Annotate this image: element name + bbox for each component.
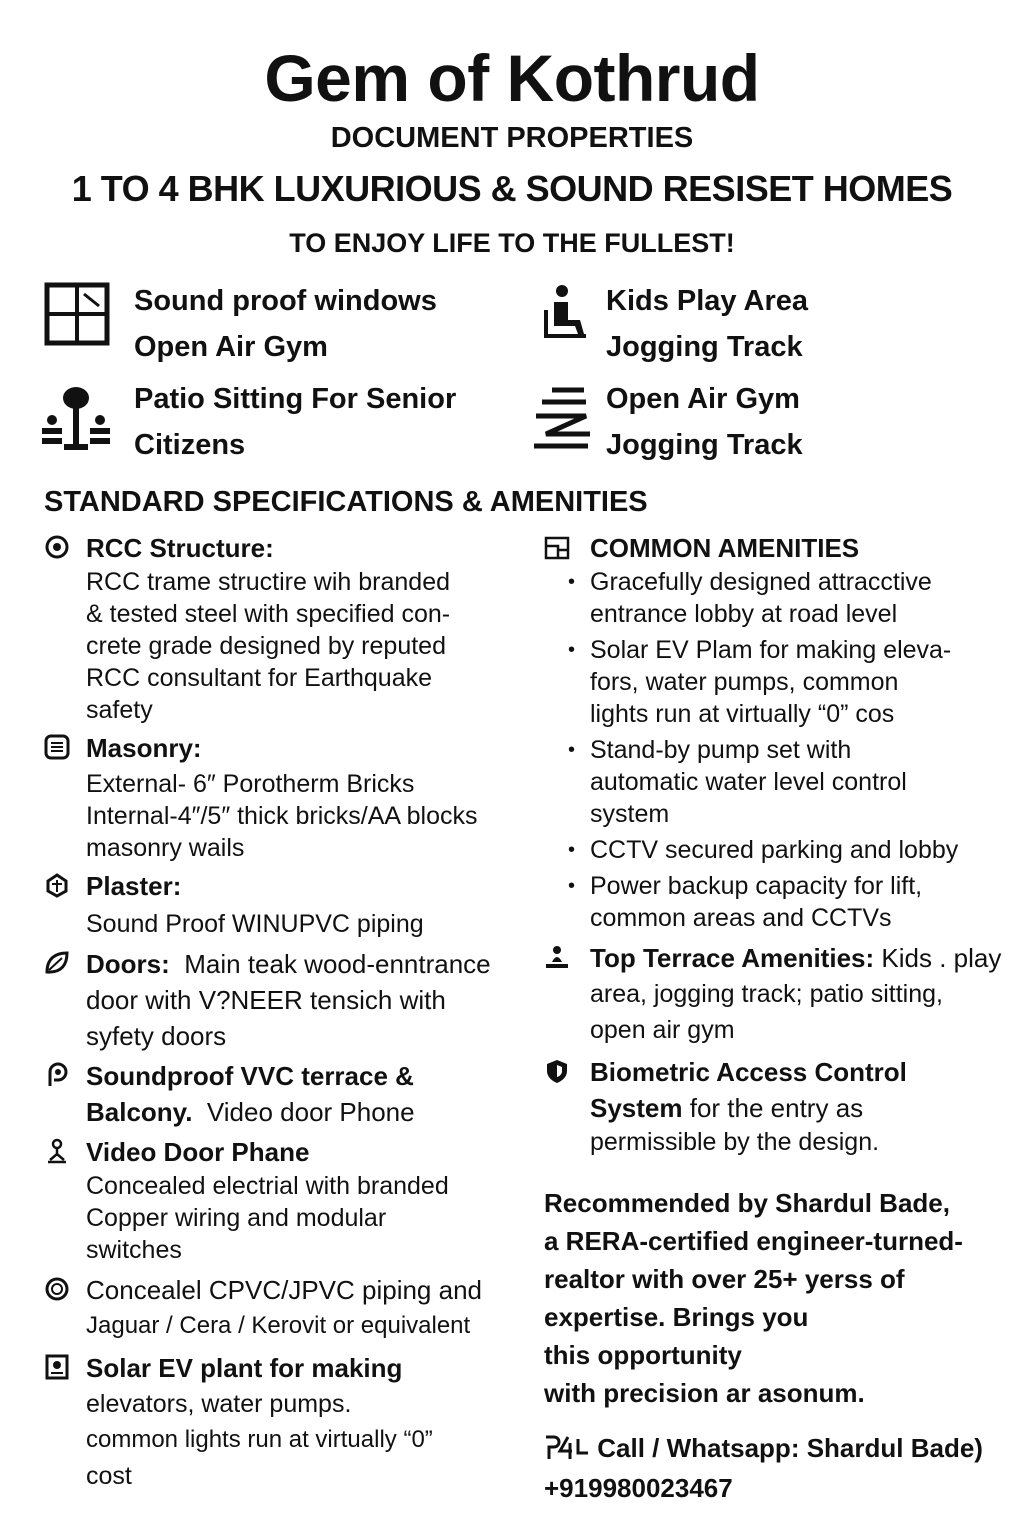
spec-heading: Soundproof VVC terrace & <box>86 1061 414 1091</box>
spec-line: Concealel CPVC/JPVC piping and <box>86 1275 482 1305</box>
recommendation-block <box>544 1184 1004 1412</box>
window-icon <box>44 282 110 346</box>
feature-line: Jogging Track <box>606 429 803 461</box>
recommendation-line: with precision ar asonum. <box>544 1378 865 1408</box>
biometric-line: permissible by the design. <box>590 1128 880 1156</box>
spec-line: masonry wails <box>86 834 245 862</box>
shield-icon <box>544 1058 570 1084</box>
terrace-amenities <box>544 940 1014 1048</box>
structure-icon <box>44 534 70 560</box>
spec-line: crete grade designed by reputed <box>86 632 446 660</box>
biometric-heading-extra: for the entry as <box>689 1093 864 1123</box>
common-amenities <box>544 530 1014 934</box>
feature-line: Sound proof windows <box>134 285 437 317</box>
spec-line: common lights run at virtually “0” <box>86 1426 433 1453</box>
list-item <box>590 734 1014 830</box>
spec-line: & tested steel with specified con- <box>86 600 451 628</box>
homes-tagline: 1 TO 4 BHK LUXURIOUS & SOUND RESISET HOMES <box>71 168 953 209</box>
life-tagline: TO ENJOY LIFE TO THE FULLEST! <box>289 228 735 258</box>
spec-heading: Solar EV plant for making <box>86 1353 403 1383</box>
spec-masonry <box>44 730 524 864</box>
terrace-heading: Top Terrace Amenities: <box>590 943 875 973</box>
bullet-line: • Gracefully designed attracctive <box>590 568 932 596</box>
patio-seating-icon <box>40 386 112 454</box>
pipe-icon <box>44 1276 70 1302</box>
phone-icon <box>544 1435 590 1461</box>
biometric-access <box>544 1054 1014 1158</box>
bullet-line: system <box>590 800 670 828</box>
feature-line: Open Air Gym <box>606 383 800 415</box>
spec-heading: Masonry: <box>86 733 202 763</box>
leaf-icon <box>44 950 70 976</box>
spec-line: Jaguar / Cera / Kerovit or equivalent <box>86 1312 471 1339</box>
spec-video-door <box>44 1134 524 1266</box>
building-icon <box>544 534 570 560</box>
recommendation-line: Recommended by Shardul Bade, <box>544 1188 950 1218</box>
feature-windows <box>134 278 437 370</box>
feature-line: Citizens <box>134 429 246 461</box>
bullet-line: • Power backup capacity for lift, <box>590 872 923 900</box>
feature-patio <box>134 376 456 468</box>
spec-line: syfety doors <box>86 1021 227 1051</box>
bricks-icon <box>44 734 70 760</box>
list-item <box>590 634 1014 730</box>
biometric-heading: Biometric Access Control <box>590 1057 907 1087</box>
list-item <box>590 566 1014 630</box>
spec-piping <box>44 1272 524 1344</box>
plaster-icon <box>44 872 70 898</box>
person-icon <box>44 1138 70 1164</box>
recommendation-line: expertise. Brings you <box>544 1302 809 1332</box>
left-specifications <box>44 530 524 1494</box>
feature-gym-track <box>606 376 803 468</box>
spec-heading-extra: Main teak wood-enntrance <box>184 949 491 979</box>
contact-block <box>544 1428 983 1508</box>
terrace-icon <box>44 1062 70 1088</box>
page-title: Gem of Kothrud <box>264 41 760 115</box>
bullet-line: • Stand-by pump set with <box>590 736 852 764</box>
spec-plaster <box>44 868 524 940</box>
biometric-heading-2: System <box>590 1093 683 1123</box>
spec-doors <box>44 946 524 1054</box>
list-item <box>590 870 1014 934</box>
bullet-line: entrance lobby at road level <box>590 600 898 628</box>
spec-line: elevators, water pumps. <box>86 1390 352 1418</box>
feature-kids-play <box>606 278 808 370</box>
contact-label: Call / Whatsapp: Shardul Bade) <box>597 1433 983 1463</box>
kids-play-icon <box>540 284 590 344</box>
spec-heading: Doors: <box>86 949 170 979</box>
spec-line: Concealed electrial with branded <box>86 1172 449 1200</box>
terrace-heading-extra: Kids . play <box>881 943 1002 973</box>
spec-solar <box>44 1350 524 1494</box>
spec-line: cost <box>86 1462 132 1490</box>
bullet-line: • CCTV secured parking and lobby <box>590 836 959 864</box>
running-track-icon <box>532 384 592 454</box>
list-item <box>590 834 1014 866</box>
recommendation-line: this opportunity <box>544 1340 742 1370</box>
spec-heading: RCC Structure: <box>86 533 274 563</box>
recommendation-line: realtor with over 25+ yerss of <box>544 1264 905 1294</box>
terrace-person-icon <box>544 944 570 970</box>
spec-heading: Video Door Phane <box>86 1137 310 1167</box>
contact-phone[interactable]: +919980023467 <box>544 1473 733 1503</box>
feature-line: Kids Play Area <box>606 285 809 317</box>
spec-line: External- 6″ Porotherm Bricks <box>86 770 415 798</box>
spec-heading-extra: Video door Phone <box>206 1097 415 1127</box>
feature-line: Open Air Gym <box>134 331 328 363</box>
bullet-line: • Solar EV Plam for making eleva- <box>590 636 952 664</box>
terrace-line: open air gym <box>590 1016 735 1044</box>
bullet-line: common areas and CCTVs <box>590 904 892 932</box>
common-heading: COMMON AMENITIES <box>590 533 860 563</box>
spec-rcc <box>44 530 524 726</box>
feature-line: Patio Sitting For Senior <box>134 383 457 415</box>
solar-icon <box>44 1354 70 1380</box>
bullet-line: fors, water pumps, common <box>590 668 899 696</box>
spec-line: switches <box>86 1236 182 1264</box>
spec-line: Sound Proof WINUPVC piping <box>86 910 424 938</box>
spec-line: RCC consultant for Earthquake <box>86 664 433 692</box>
spec-terrace <box>44 1058 524 1130</box>
recommendation-line: a RERA-certified engineer-turned- <box>544 1226 963 1256</box>
spec-line: RCC trame structire wih branded <box>86 568 451 596</box>
terrace-line: area, jogging track; patio sitting, <box>590 980 943 1008</box>
spec-line: Copper wiring and modular <box>86 1204 387 1232</box>
spec-heading: Plaster: <box>86 871 182 901</box>
spec-line: door with V?NEER tensich with <box>86 985 446 1015</box>
bullet-line: lights run at virtually “0” cos <box>590 700 895 728</box>
section-title: STANDARD SPECIFICATIONS & AMENITIES <box>44 486 648 518</box>
document-subtitle: DOCUMENT PROPERTIES <box>330 122 694 154</box>
spec-line: safety <box>86 696 153 724</box>
feature-line: Jogging Track <box>606 331 803 363</box>
spec-heading-2: Balcony. <box>86 1097 193 1127</box>
spec-line: Internal-4″/5″ thick bricks/AA blocks <box>86 802 478 830</box>
common-list <box>544 566 1014 934</box>
bullet-line: automatic water level control <box>590 768 907 796</box>
right-specifications <box>544 530 1014 1158</box>
